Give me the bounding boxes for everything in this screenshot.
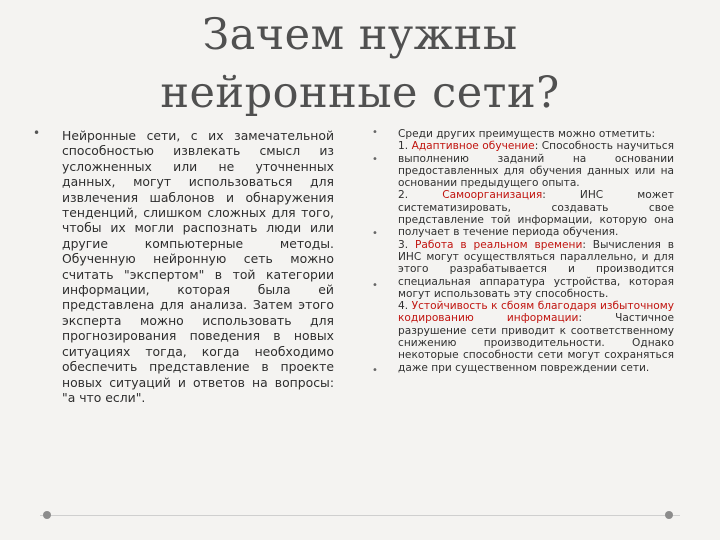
left-column-text: Нейронные сети, с их замечательной способностью извлекать смысл из усложненных или не уточненных данных, могут использоваться для извлечения шаблонов и обнаружения тенденций, слишком сложных для того, чтобы их могли распознать люди или другие компьютерные методы. Обученную нейронную сеть можно считать "экспертом" в той категории информации, которая была ей представлена для анализа. Затем этого эксперта можно использовать для прогнозирования поведения в новых ситуациях тогда, когда необходимо обеспечить представление в проекте новых ситуаций и ответов на вопросы: "а что если". <box>62 128 334 405</box>
title-line-1: Зачем нужны <box>202 10 518 60</box>
bullet-icon: • <box>372 154 378 165</box>
item-text: : Способность научиться выполнению заданий на основании предоставленных для обучения данных или на основании предыдущего опыта. <box>398 140 674 190</box>
item-label: Работа в реальном времени <box>414 238 583 251</box>
item-text: : Частичное разрушение сети приводит к соответственному снижению производительности. Однако некоторые способности сети могут сохраняться даже при существенном повреждении сети. <box>398 312 674 374</box>
bullet-icon: • <box>372 228 378 239</box>
item-text: : Вычисления в ИНС могут осуществляться параллельно, и для этого разрабатывается и производится специальная аппаратура устройства, которая могут использовать эту способность. <box>398 238 674 300</box>
bullet-icon: • <box>33 126 41 140</box>
footer-dot-right <box>665 511 673 519</box>
list-item <box>398 239 674 300</box>
item-number: 1. <box>398 140 409 153</box>
bullet-icon: • <box>372 280 378 291</box>
intro-text: Среди других преимуществ можно отметить: <box>398 128 656 140</box>
bullet-icon: • <box>372 127 378 138</box>
bullet-icon: • <box>372 365 378 376</box>
item-label: Устойчивость к сбоям благодаря избыточному кодированию информации <box>398 300 674 325</box>
item-label: Адаптивное обучение <box>411 140 535 153</box>
item-label: Самоорганизация <box>442 189 543 202</box>
list-item <box>398 140 674 189</box>
footer-dot-left <box>43 511 51 519</box>
item-number: 3. <box>398 238 409 251</box>
title-line-2: нейронные сети? <box>160 68 560 118</box>
item-text: : ИНС может систематизировать, создавать свое представление той информации, которую она получает в течение периода обучения. <box>398 189 674 239</box>
list-item <box>398 189 674 238</box>
item-number: 4. <box>398 300 409 313</box>
footer-divider <box>40 515 680 516</box>
right-column <box>398 128 674 374</box>
list-item <box>398 300 674 374</box>
item-number: 2. <box>398 189 409 202</box>
slide-title <box>60 6 660 122</box>
